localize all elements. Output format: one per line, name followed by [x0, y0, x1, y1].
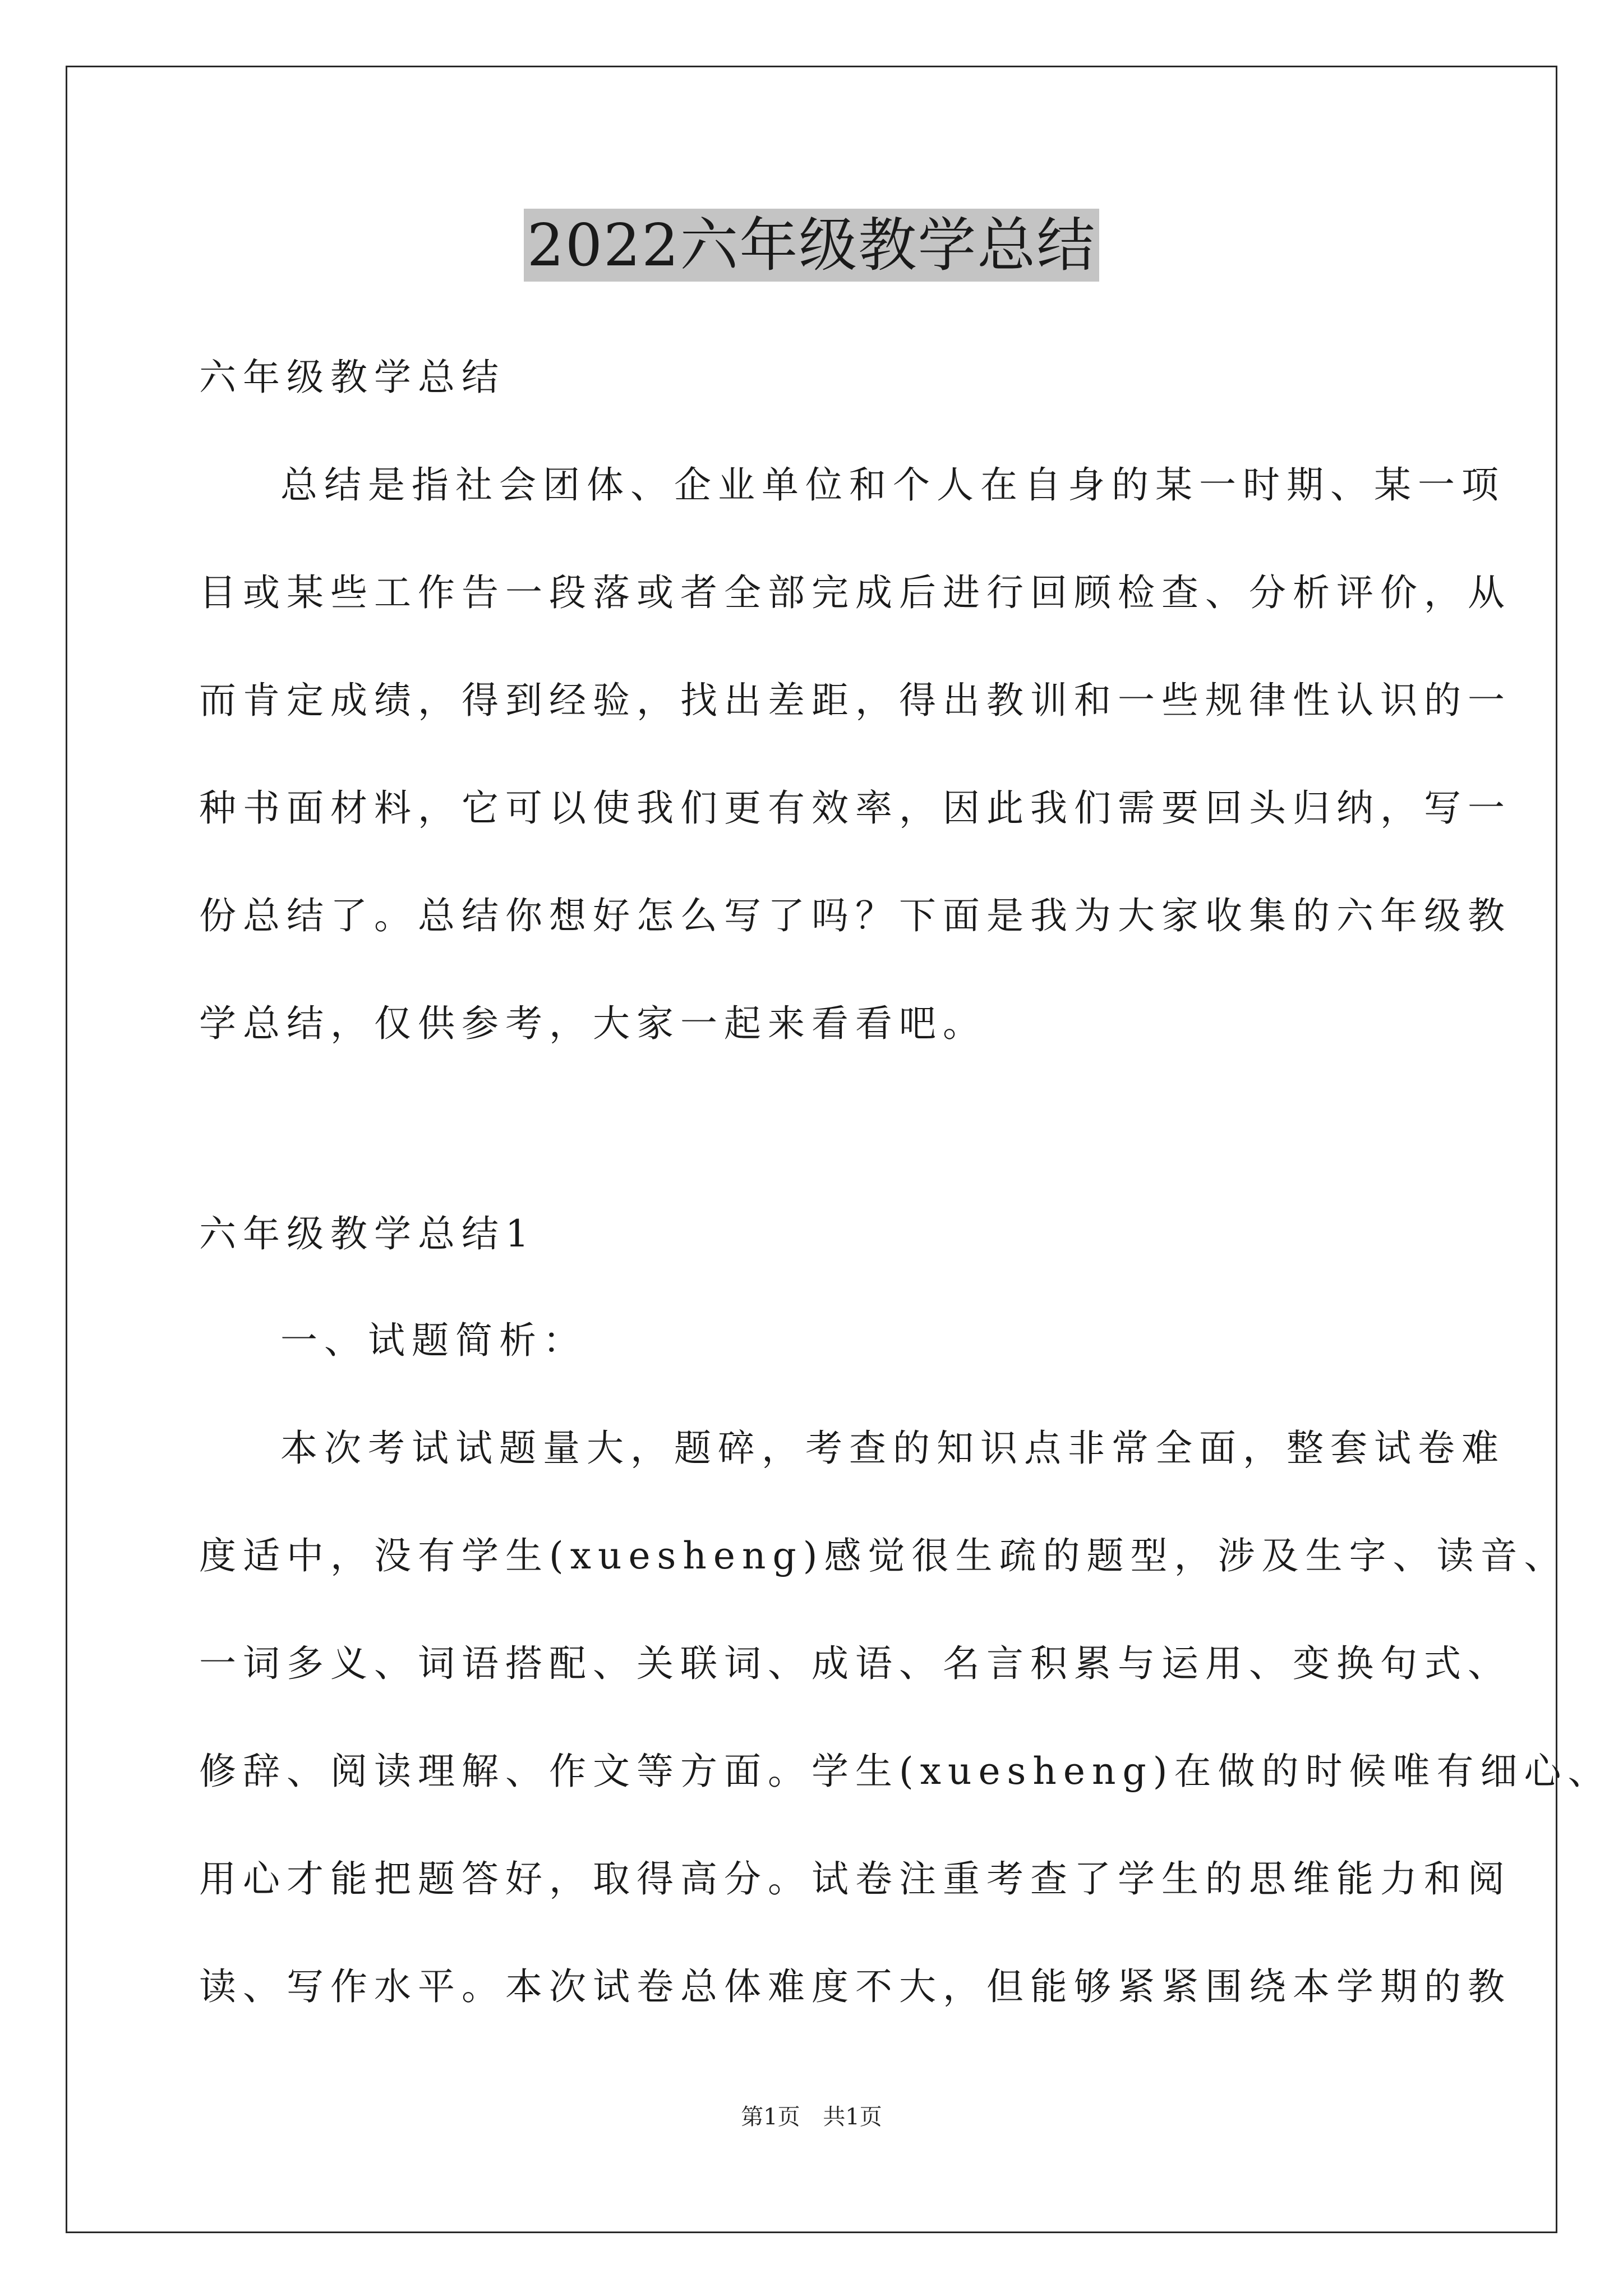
title-container	[0, 209, 1623, 282]
intro-line: 种书面材料，它可以使我们更有效率，因此我们需要回头归纳，写一	[199, 786, 1511, 830]
page-number-total: 共1页	[823, 2104, 882, 2130]
section-line: 度适中，没有学生(xuesheng)感觉很生疏的题型，涉及生字、读音、	[199, 1534, 1568, 1577]
document-title: 2022六年级教学总结	[524, 209, 1100, 282]
page-number-current: 第1页	[741, 2104, 800, 2130]
section-line: 修辞、阅读理解、作文等方面。学生(xuesheng)在做的时候唯有细心、	[199, 1750, 1612, 1793]
intro-line: 而肯定成绩，得到经验，找出差距，得出教训和一些规律性认识的一	[199, 679, 1511, 722]
section-line: 读、写作水平。本次试卷总体难度不大，但能够紧紧围绕本学期的教	[199, 1965, 1511, 2008]
section-line: 本次考试试题量大，题碎，考查的知识点非常全面，整套试卷难	[280, 1427, 1505, 1470]
page-footer	[0, 2101, 1623, 2133]
section-heading: 六年级教学总结1	[199, 1212, 536, 1255]
subsection-heading: 一、试题简析：	[280, 1319, 587, 1362]
section-line: 一词多义、词语搭配、关联词、成语、名言积累与运用、变换句式、	[199, 1642, 1511, 1685]
intro-line: 学总结，仅供参考，大家一起来看看吧。	[199, 1002, 986, 1045]
intro-line: 目或某些工作告一段落或者全部完成后进行回顾检查、分析评价，从	[199, 571, 1511, 614]
intro-line: 份总结了。总结你想好怎么写了吗？下面是我为大家收集的六年级教	[199, 894, 1511, 937]
intro-heading: 六年级教学总结	[199, 356, 505, 399]
intro-line: 总结是指社会团体、企业单位和个人在自身的某一时期、某一项	[280, 463, 1505, 507]
section-line: 用心才能把题答好，取得高分。试卷注重考查了学生的思维能力和阅	[199, 1857, 1511, 1901]
